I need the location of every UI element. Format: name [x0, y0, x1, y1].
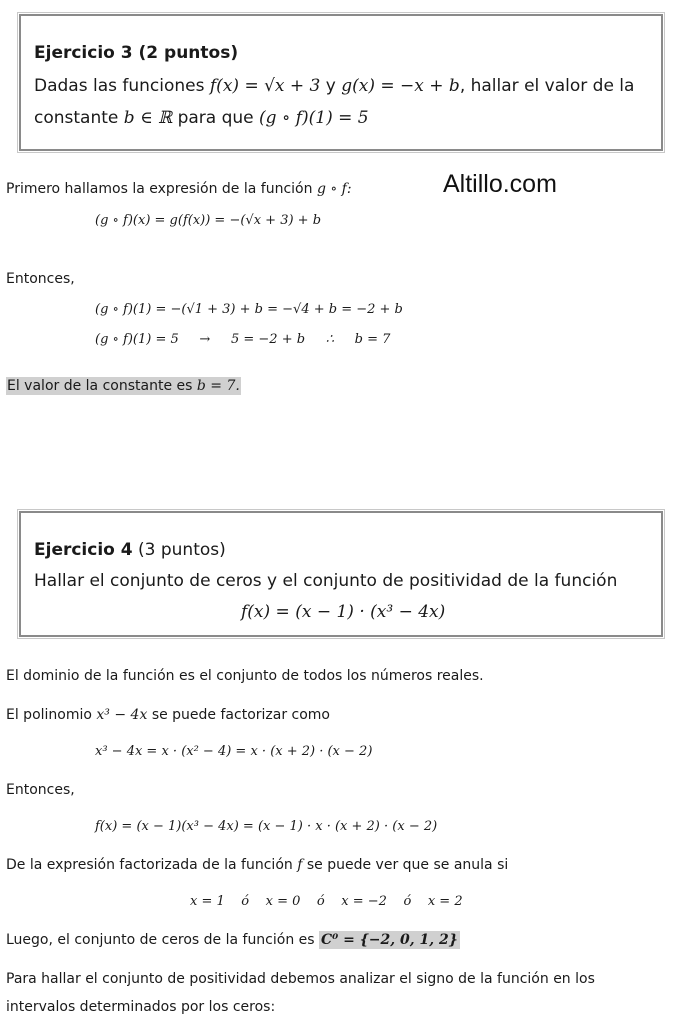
sol4-equation-2: f(x) = (x − 1)(x³ − 4x) = (x − 1) · x · (x + 2) · (x − 2)	[95, 819, 438, 834]
sol4-function-symbol: f	[297, 857, 303, 873]
sol4-equation-1: x³ − 4x = x · (x² − 4) = x · (x + 2) · (x − 2)	[95, 744, 373, 759]
exercise-4-title	[34, 540, 226, 560]
exercise-4-title-points: (3 puntos)	[138, 540, 226, 560]
sol4-text: El polinomio	[6, 707, 92, 723]
sol3-equation-3: (g ∘ f)(1) = 5 → 5 = −2 + b ∴ b = 7	[95, 332, 391, 347]
ex3-function-g: g(x) = −x + b	[341, 76, 460, 96]
sol4-text: se puede factorizar como	[151, 707, 330, 723]
sol3-intro-math: g ∘ f:	[316, 181, 352, 197]
exercise-3-box	[19, 14, 663, 151]
sol4-text: Luego, el conjunto de ceros de la función es	[6, 932, 315, 948]
sol4-entonces: Entonces,	[6, 782, 75, 798]
sol3-conclusion-text: El valor de la constante es	[7, 378, 193, 394]
sol4-zero-set-math: C⁰ = {−2, 0, 1, 2}	[321, 932, 458, 948]
exercise-4-statement-line-1: Hallar el conjunto de ceros y el conjunto de positividad de la función	[34, 571, 618, 591]
sol3-equation-2: (g ∘ f)(1) = −(√1 + 3) + b = −√4 + b = −2 + b	[95, 302, 403, 317]
ex3-text: y	[325, 76, 336, 96]
sol4-polynomial-math: x³ − 4x	[96, 707, 148, 723]
sol4-equation-3: x = 1 ó x = 0 ó x = −2 ó x = 2	[190, 894, 463, 909]
ex3-text: constante	[34, 108, 119, 128]
ex3-text: , hallar el valor de la	[459, 76, 635, 96]
sol3-entonces: Entonces,	[6, 271, 75, 287]
ex3-text: Dadas las funciones	[34, 76, 205, 96]
exercise-3-statement-line-2	[34, 108, 369, 128]
sol3-conclusion	[6, 377, 241, 395]
sol3-conclusion-math: b = 7.	[196, 378, 240, 394]
sol4-text: De la expresión factorizada de la función	[6, 857, 293, 873]
exercise-4-title-bold: Ejercicio 4	[34, 540, 133, 560]
sol4-zeros-text	[6, 857, 508, 873]
ex3-text: para que	[177, 108, 254, 128]
sol3-intro-text: Primero hallamos la expresión de la función	[6, 181, 313, 197]
exercise-4-box	[19, 511, 663, 637]
exercise-3-statement-line-1	[34, 76, 634, 96]
sol4-text: se puede ver que se anula si	[306, 857, 509, 873]
ex3-function-f: f(x) = √x + 3	[209, 76, 321, 96]
sol4-positivity-line-1: Para hallar el conjunto de positividad debemos analizar el signo de la función en los	[6, 971, 595, 987]
watermark-logo: Altillo.com	[443, 170, 557, 198]
sol4-zero-set-text	[6, 932, 460, 948]
ex3-constant-b: b ∈ ℝ	[123, 108, 173, 128]
sol3-intro	[6, 181, 352, 197]
sol4-domain-text: El dominio de la función es el conjunto de todos los números reales.	[6, 668, 484, 684]
sol3-equation-1: (g ∘ f)(x) = g(f(x)) = −(√x + 3) + b	[95, 213, 322, 228]
exercise-4-function: f(x) = (x − 1) · (x³ − 4x)	[241, 602, 446, 622]
sol4-polynomial-text	[6, 707, 330, 723]
sol4-positivity-line-2: intervalos determinados por los ceros:	[6, 999, 276, 1015]
exercise-3-title: Ejercicio 3 (2 puntos)	[34, 43, 239, 63]
ex3-condition: (g ∘ f)(1) = 5	[259, 108, 369, 128]
